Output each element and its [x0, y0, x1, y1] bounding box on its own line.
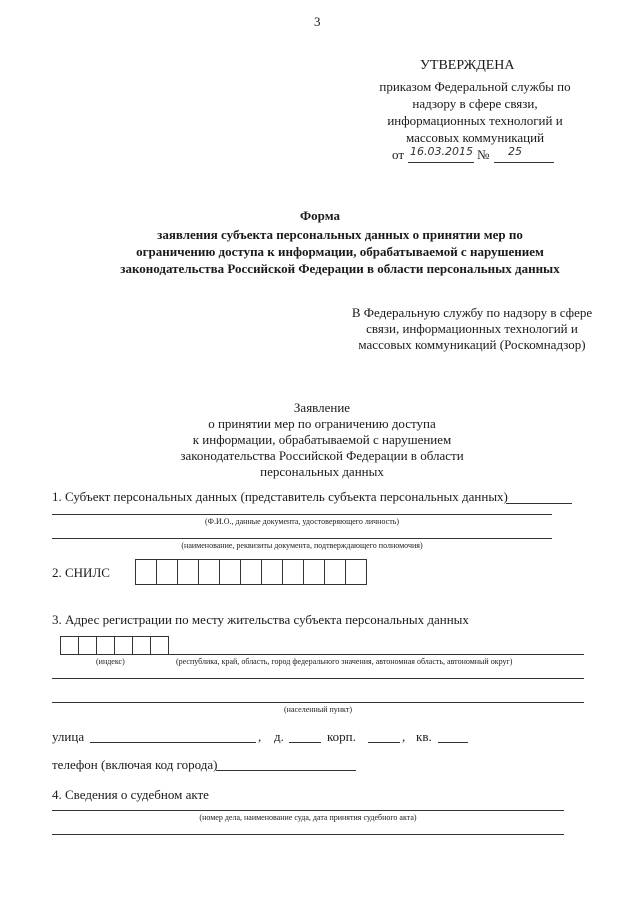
region-field-continued[interactable]	[52, 678, 584, 679]
index-digit-cell[interactable]	[60, 636, 79, 655]
snils-digit-cell[interactable]	[156, 559, 178, 585]
court-act-field-continued[interactable]	[52, 834, 564, 835]
authority-doc-hint: (наименование, реквизиты документа, подтверждающего полномочия)	[181, 541, 423, 550]
form-title	[20, 226, 640, 277]
snils-digit-cell[interactable]	[261, 559, 283, 585]
form-title-line: ограничению доступа к информации, обрабатываемой с нарушением	[136, 244, 544, 259]
snils-digit-cell[interactable]	[282, 559, 304, 585]
approval-line: массовых коммуникаций	[405, 130, 545, 145]
region-hint: (республика, край, область, город федерального значения, автономная область, автономный округ)	[176, 657, 513, 666]
snils-digit-cell[interactable]	[135, 559, 157, 585]
approval-line: надзору в сфере связи,	[412, 96, 538, 111]
approval-block	[360, 78, 590, 146]
snils-digit-cell[interactable]	[345, 559, 367, 585]
page-number: 3	[314, 14, 321, 29]
approval-number-prefix: №	[477, 147, 490, 162]
flat-label: кв.	[416, 729, 432, 744]
form-title-line: заявления субъекта персональных данных о принятии мер по	[157, 227, 523, 242]
snils-digit-cell[interactable]	[324, 559, 346, 585]
statement-line: о принятии мер по ограничению доступа	[208, 416, 436, 431]
street-label: улица	[52, 729, 85, 744]
building-field[interactable]	[368, 742, 400, 743]
locality-hint: (населенный пункт)	[284, 705, 352, 714]
snils-digit-cell[interactable]	[303, 559, 325, 585]
index-hint: (индекс)	[96, 657, 125, 666]
snils-digit-cell[interactable]	[219, 559, 241, 585]
statement-block	[172, 400, 472, 480]
house-field[interactable]	[289, 742, 321, 743]
fio-field[interactable]	[52, 514, 552, 515]
statement-title: Заявление	[293, 400, 351, 415]
snils-digit-cell[interactable]	[240, 559, 262, 585]
building-label: корп.	[327, 729, 356, 744]
approval-line: приказом Федеральной службы по	[379, 79, 571, 94]
approval-date-prefix: от	[392, 147, 405, 162]
addressee-block	[342, 305, 602, 353]
locality-field[interactable]	[52, 702, 584, 703]
approval-line: информационных технологий и	[387, 113, 563, 128]
statement-line: законодательства Российской Федерации в области	[180, 448, 464, 463]
phone-field[interactable]	[216, 770, 356, 771]
street-comma: ,	[258, 729, 262, 744]
section3-label: 3. Адрес регистрации по месту жительства субъекта персональных данных	[52, 612, 469, 627]
authority-doc-field[interactable]	[52, 538, 552, 539]
section1-label: 1. Субъект персональных данных (представитель субъекта персональных данных)	[52, 489, 508, 504]
court-act-field[interactable]	[52, 810, 564, 811]
index-digit-cell[interactable]	[78, 636, 97, 655]
form-title-line: законодательства Российской Федерации в области персональных данных	[120, 261, 560, 276]
region-field[interactable]	[172, 654, 584, 655]
approval-title: УТВЕРЖДЕНА	[420, 58, 515, 73]
index-digit-cell[interactable]	[114, 636, 133, 655]
addressee-line: В Федеральную службу по надзору в сфере	[351, 305, 593, 320]
index-digit-cell[interactable]	[96, 636, 115, 655]
statement-line: к информации, обрабатываемой с нарушением	[192, 432, 452, 447]
section4-label: 4. Сведения о судебном акте	[52, 787, 209, 802]
court-act-hint: (номер дела, наименование суда, дата принятия судебного акта)	[199, 813, 417, 822]
subject-field[interactable]	[506, 503, 572, 504]
section2-label: 2. СНИЛС	[52, 565, 110, 580]
street-field[interactable]	[90, 742, 256, 743]
index-digit-cell[interactable]	[150, 636, 169, 655]
form-heading: Форма	[300, 208, 340, 223]
snils-digit-cell[interactable]	[198, 559, 220, 585]
building-comma: ,	[402, 729, 406, 744]
index-digit-cell[interactable]	[132, 636, 151, 655]
fio-hint: (Ф.И.О., данные документа, удостоверяющего личность)	[205, 517, 399, 526]
approval-date-value: 16.03.2015	[410, 145, 473, 158]
addressee-line: массовых коммуникаций (Роскомнадзор)	[358, 337, 586, 352]
flat-field[interactable]	[438, 742, 468, 743]
snils-digit-cell[interactable]	[177, 559, 199, 585]
phone-label: телефон (включая код города)	[52, 757, 218, 772]
approval-number-value: 25	[508, 145, 522, 158]
house-label: д.	[274, 729, 284, 744]
addressee-line: связи, информационных технологий и	[366, 321, 578, 336]
statement-line: персональных данных	[260, 464, 384, 479]
